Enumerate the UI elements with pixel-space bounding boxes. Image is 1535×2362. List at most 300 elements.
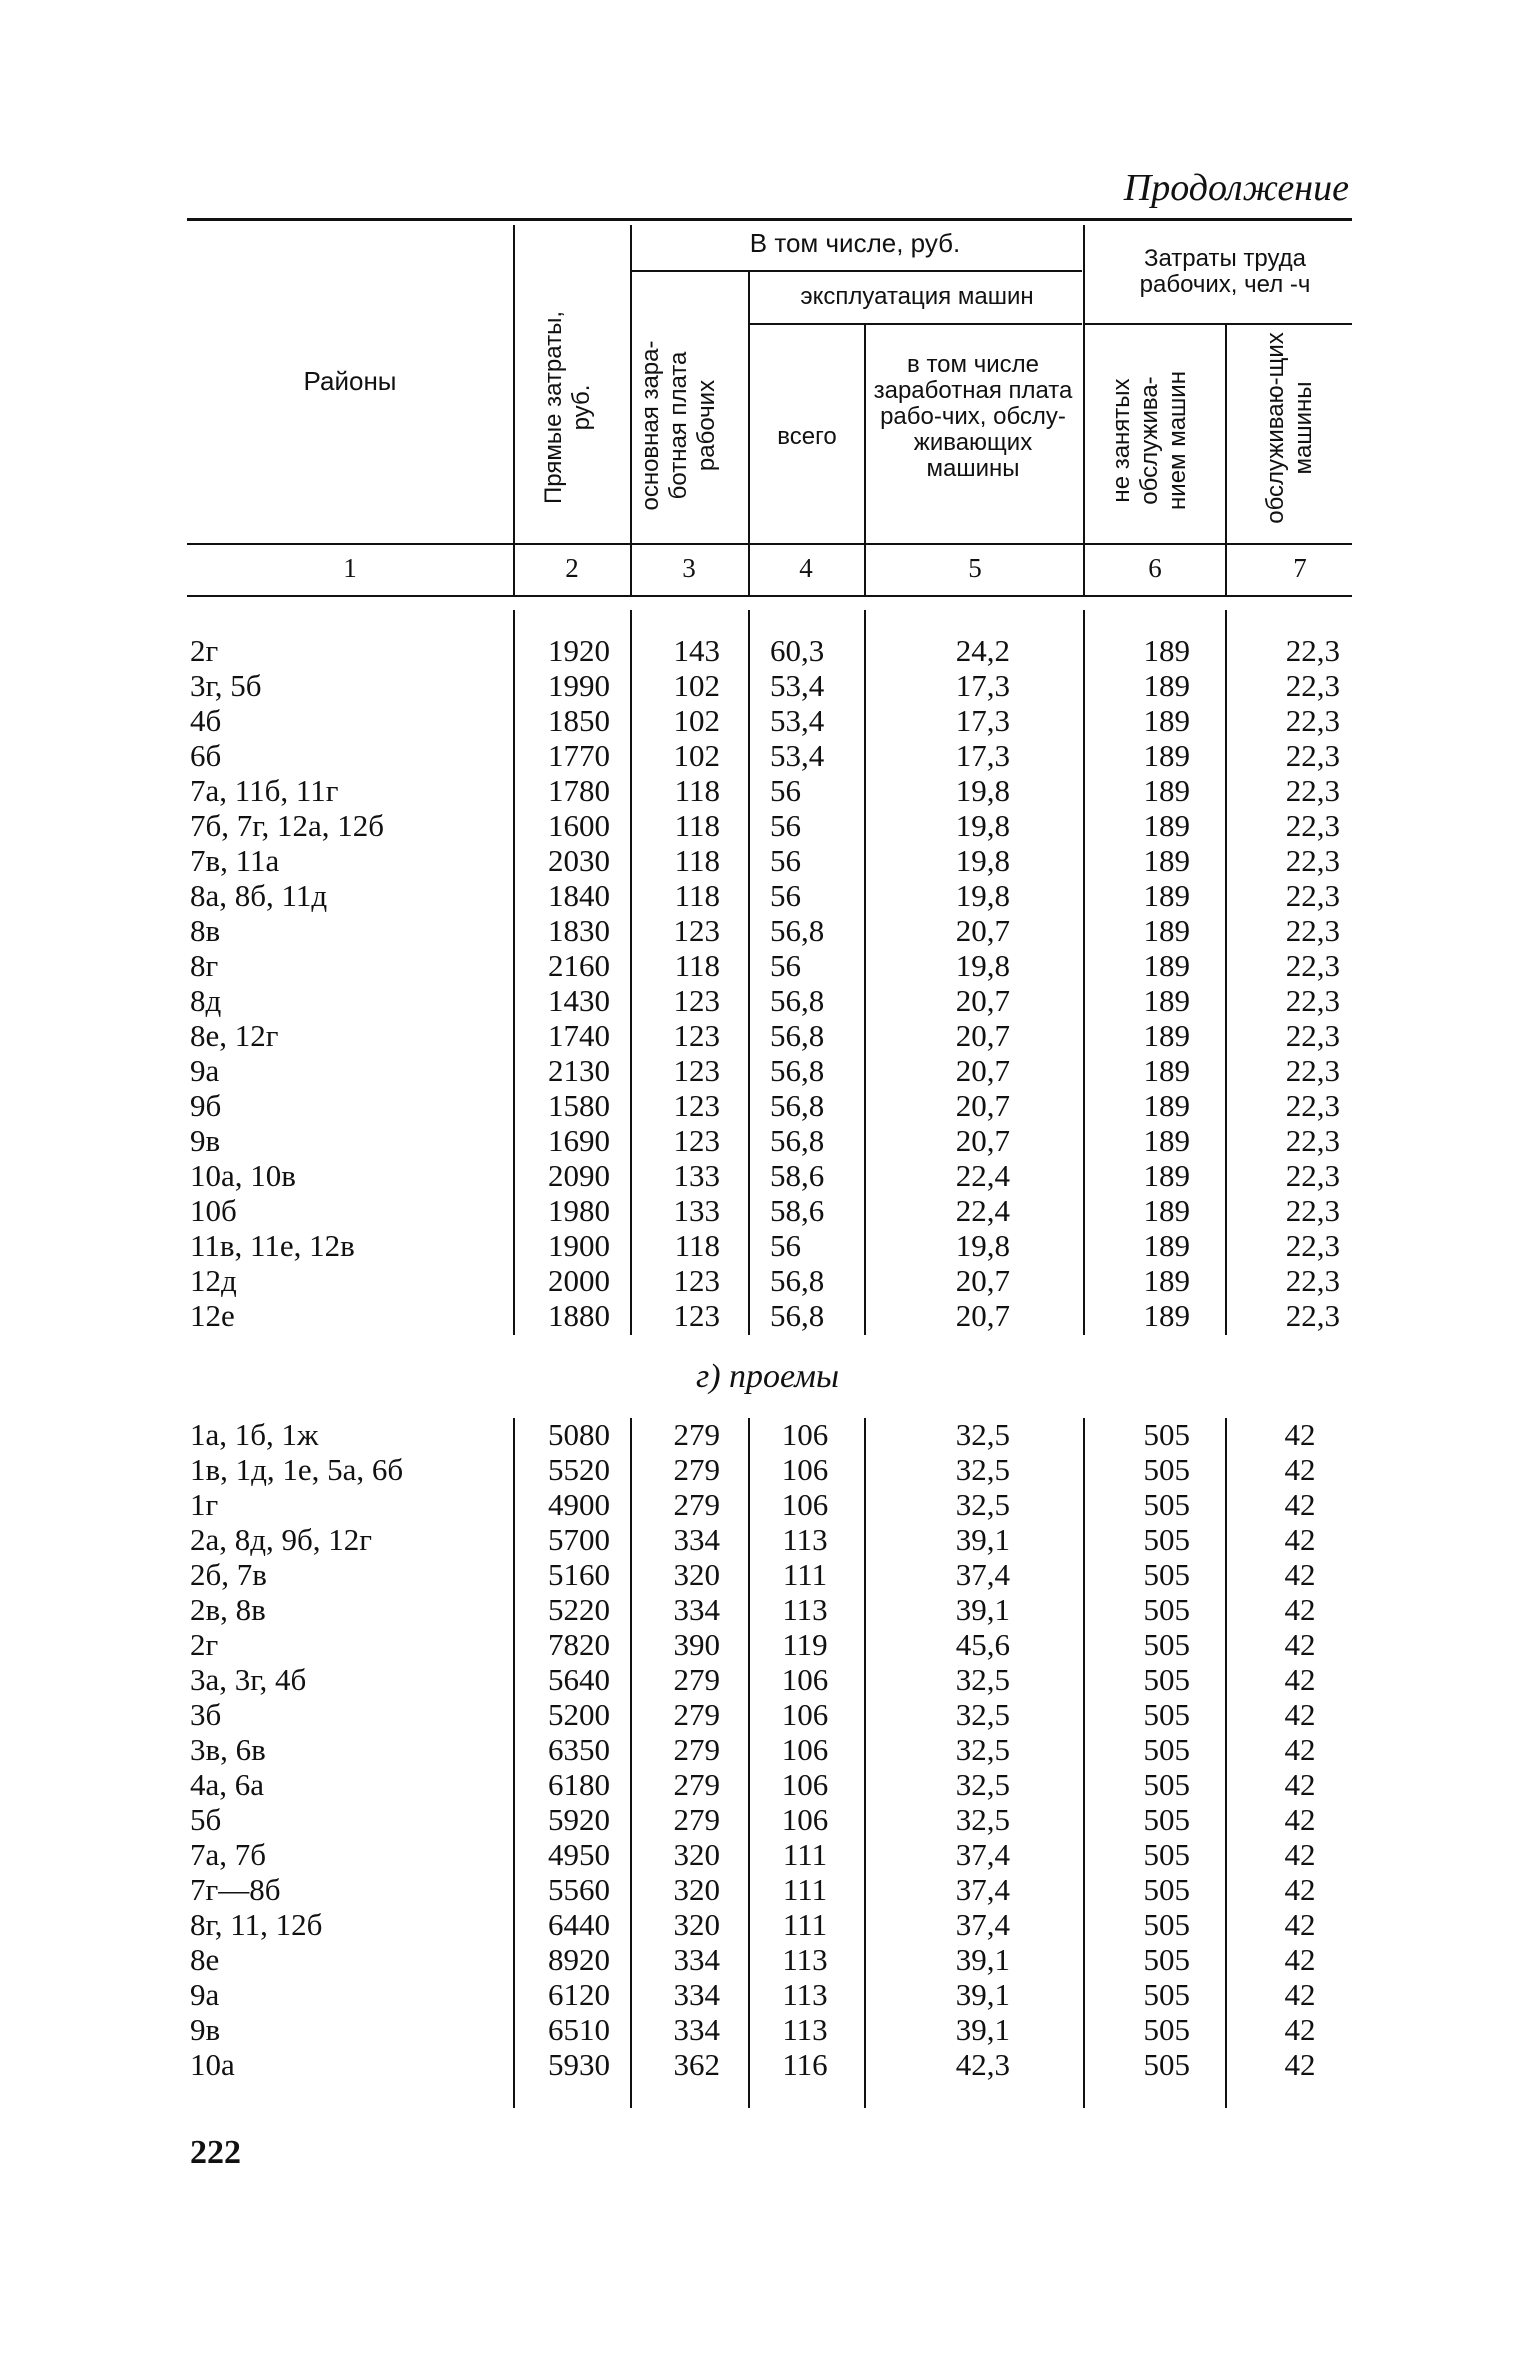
osnovnaya-cell: 123 [673, 1298, 720, 1333]
colnum-2: 2 [565, 553, 579, 583]
ne-zanyatyh-cell: 189 [1143, 633, 1190, 668]
pryamye-cell: 6510 [548, 2012, 610, 2047]
vsego-cell: 56,8 [770, 1123, 825, 1158]
obsluzhivayushchih-cell: 42 [1284, 1907, 1316, 1942]
table-row [0, 1837, 1535, 1872]
ne-zanyatyh-cell: 189 [1143, 1018, 1190, 1053]
header-vline-1 [513, 225, 515, 595]
osnovnaya-cell: 320 [673, 1907, 720, 1942]
ne-zanyatyh-cell: 505 [1143, 2012, 1190, 2047]
ne-zanyatyh-cell: 505 [1143, 1662, 1190, 1697]
pryamye-cell: 8920 [548, 1942, 610, 1977]
obsluzhivayushchih-cell: 22,3 [1285, 983, 1340, 1018]
zarplata-cell: 19,8 [955, 773, 1010, 808]
header-ekspluataciya: эксплуатация машин [800, 283, 1034, 310]
vsego-cell: 119 [782, 1627, 828, 1662]
ne-zanyatyh-cell: 505 [1143, 1627, 1190, 1662]
ne-zanyatyh-cell: 189 [1143, 1123, 1190, 1158]
zarplata-cell: 17,3 [955, 668, 1010, 703]
obsluzhivayushchih-cell: 22,3 [1285, 1298, 1340, 1333]
osnovnaya-cell: 279 [673, 1487, 720, 1522]
table-row [0, 1802, 1535, 1837]
rayon-cell: 9в [190, 2012, 221, 2047]
rayon-cell: 1в, 1д, 1е, 5а, 6б [190, 1452, 404, 1487]
pryamye-cell: 1920 [548, 633, 610, 668]
header-v-tom-chisle-zarplata: в том числе заработная плата рабо-чих, обслу-живающих машины [873, 351, 1073, 482]
obsluzhivayushchih-cell: 22,3 [1285, 1123, 1340, 1158]
table-row [0, 1557, 1535, 1592]
zarplata-cell: 32,5 [955, 1487, 1010, 1522]
rayon-cell: 7б, 7г, 12а, 12б [190, 808, 385, 843]
vsego-cell: 113 [782, 1592, 828, 1627]
osnovnaya-cell: 123 [673, 1088, 720, 1123]
vsego-cell: 56 [770, 843, 801, 878]
ne-zanyatyh-cell: 505 [1143, 1522, 1190, 1557]
osnovnaya-cell: 133 [673, 1158, 720, 1193]
table-row [0, 1522, 1535, 1557]
obsluzhivayushchih-cell: 22,3 [1285, 1193, 1340, 1228]
rayon-cell: 2г [190, 633, 219, 668]
ne-zanyatyh-cell: 189 [1143, 1158, 1190, 1193]
table-row [0, 738, 1535, 773]
rayon-cell: 10а, 10в [190, 1158, 296, 1193]
rayon-cell: 6б [190, 738, 222, 773]
table-row [0, 1977, 1535, 2012]
osnovnaya-cell: 102 [673, 738, 720, 773]
table-row [0, 1487, 1535, 1522]
table-row [0, 913, 1535, 948]
vsego-cell: 106 [781, 1732, 829, 1767]
rayon-cell: 8е [190, 1942, 220, 1977]
obsluzhivayushchih-cell: 22,3 [1285, 1228, 1340, 1263]
vsego-cell: 56,8 [770, 1018, 825, 1053]
ne-zanyatyh-cell: 189 [1143, 773, 1190, 808]
pryamye-cell: 1900 [548, 1228, 610, 1263]
osnovnaya-cell: 279 [673, 1662, 720, 1697]
osnovnaya-cell: 279 [673, 1802, 720, 1837]
ne-zanyatyh-cell: 505 [1143, 1417, 1190, 1452]
zarplata-cell: 20,7 [955, 1263, 1010, 1298]
ne-zanyatyh-cell: 505 [1143, 1907, 1190, 1942]
ne-zanyatyh-cell: 189 [1143, 1298, 1190, 1333]
zarplata-cell: 32,5 [955, 1697, 1010, 1732]
obsluzhivayushchih-cell: 42 [1284, 1942, 1316, 1977]
rayon-cell: 3в, 6в [190, 1732, 266, 1767]
vsego-cell: 53,4 [770, 703, 825, 738]
header-zatraty-truda: Затраты труда рабочих, чел -ч [1139, 245, 1311, 298]
zarplata-cell: 20,7 [955, 1018, 1010, 1053]
zarplata-cell: 17,3 [955, 738, 1010, 773]
table-row [0, 1298, 1535, 1333]
rayon-cell: 12д [190, 1263, 237, 1298]
colnum-5: 5 [968, 553, 982, 583]
pryamye-cell: 1780 [548, 773, 610, 808]
pryamye-cell: 6180 [548, 1767, 610, 1802]
zarplata-cell: 37,4 [955, 1907, 1010, 1942]
vsego-cell: 58,6 [770, 1158, 825, 1193]
zarplata-cell: 32,5 [955, 1452, 1010, 1487]
vsego-cell: 113 [782, 2012, 828, 2047]
vsego-cell: 111 [782, 1907, 828, 1942]
pryamye-cell: 1850 [548, 703, 610, 738]
ne-zanyatyh-cell: 189 [1143, 1193, 1190, 1228]
obsluzhivayushchih-cell: 42 [1284, 1417, 1316, 1452]
osnovnaya-cell: 320 [673, 1837, 720, 1872]
vsego-cell: 53,4 [770, 668, 825, 703]
osnovnaya-cell: 133 [673, 1193, 720, 1228]
vsego-cell: 111 [782, 1872, 828, 1907]
colnum-6: 6 [1148, 553, 1162, 583]
rayon-cell: 7в, 11а [190, 843, 280, 878]
zarplata-cell: 32,5 [955, 1767, 1010, 1802]
pryamye-cell: 4950 [548, 1837, 610, 1872]
ne-zanyatyh-cell: 505 [1143, 1767, 1190, 1802]
pryamye-cell: 5560 [548, 1872, 610, 1907]
header-vsego: всего [777, 423, 837, 450]
pryamye-cell: 1980 [548, 1193, 610, 1228]
vsego-cell: 111 [782, 1837, 828, 1872]
table-row [0, 668, 1535, 703]
rayon-cell: 8е, 12г [190, 1018, 279, 1053]
osnovnaya-cell: 102 [673, 668, 720, 703]
rayon-cell: 1а, 1б, 1ж [190, 1417, 319, 1452]
zarplata-cell: 37,4 [955, 1557, 1010, 1592]
osnovnaya-cell: 123 [673, 983, 720, 1018]
table-row [0, 1907, 1535, 1942]
vsego-cell: 106 [781, 1767, 829, 1802]
rayon-cell: 11в, 11е, 12в [190, 1228, 355, 1263]
ne-zanyatyh-cell: 189 [1143, 843, 1190, 878]
rayon-cell: 2б, 7в [190, 1557, 267, 1592]
pryamye-cell: 5520 [548, 1452, 610, 1487]
ne-zanyatyh-cell: 505 [1143, 1977, 1190, 2012]
pryamye-cell: 6440 [548, 1907, 610, 1942]
table-row [0, 703, 1535, 738]
rayon-cell: 9б [190, 1088, 222, 1123]
header-vline-5 [1083, 225, 1085, 595]
pryamye-cell: 1600 [548, 808, 610, 843]
table-row [0, 1592, 1535, 1627]
vsego-cell: 113 [782, 1977, 828, 2012]
vsego-cell: 56 [770, 1228, 801, 1263]
pryamye-cell: 1840 [548, 878, 610, 913]
ne-zanyatyh-cell: 505 [1143, 2047, 1190, 2082]
osnovnaya-cell: 334 [673, 1522, 720, 1557]
zarplata-cell: 42,3 [955, 2047, 1010, 2082]
continuation-label: Продолжение [1123, 167, 1349, 209]
rayon-cell: 2в, 8в [190, 1592, 266, 1627]
header-ne-zanyatyh: не занятых обслужива-нием машин [1108, 371, 1191, 510]
ne-zanyatyh-cell: 189 [1143, 668, 1190, 703]
vsego-cell: 56,8 [770, 913, 825, 948]
vsego-cell: 56,8 [770, 1088, 825, 1123]
vsego-cell: 113 [782, 1522, 828, 1557]
zarplata-cell: 19,8 [955, 1228, 1010, 1263]
ne-zanyatyh-cell: 189 [1143, 703, 1190, 738]
obsluzhivayushchih-cell: 42 [1284, 1697, 1316, 1732]
obsluzhivayushchih-cell: 22,3 [1285, 773, 1340, 808]
osnovnaya-cell: 123 [673, 1053, 720, 1088]
obsluzhivayushchih-cell: 42 [1284, 1452, 1316, 1487]
zarplata-cell: 22,4 [955, 1158, 1010, 1193]
osnovnaya-cell: 123 [673, 913, 720, 948]
osnovnaya-cell: 279 [673, 1417, 720, 1452]
header-rule-zatraty [1083, 323, 1352, 325]
obsluzhivayushchih-cell: 22,3 [1285, 668, 1340, 703]
vsego-cell: 56 [770, 773, 801, 808]
zarplata-cell: 17,3 [955, 703, 1010, 738]
pryamye-cell: 5640 [548, 1662, 610, 1697]
pryamye-cell: 5080 [548, 1417, 610, 1452]
ne-zanyatyh-cell: 505 [1143, 1487, 1190, 1522]
obsluzhivayushchih-cell: 42 [1284, 1487, 1316, 1522]
ne-zanyatyh-cell: 505 [1143, 1557, 1190, 1592]
ne-zanyatyh-cell: 189 [1143, 878, 1190, 913]
pryamye-cell: 6120 [548, 1977, 610, 2012]
ne-zanyatyh-cell: 189 [1143, 1228, 1190, 1263]
header-osnovnaya: основная зара-ботная плата рабочих [637, 340, 720, 511]
zarplata-cell: 24,2 [955, 633, 1010, 668]
header-rule-v-tom-chisle [630, 270, 1082, 272]
osnovnaya-cell: 118 [674, 808, 720, 843]
table-row [0, 808, 1535, 843]
zarplata-cell: 19,8 [955, 843, 1010, 878]
osnovnaya-cell: 362 [673, 2047, 720, 2082]
osnovnaya-cell: 118 [674, 843, 720, 878]
obsluzhivayushchih-cell: 22,3 [1285, 913, 1340, 948]
zarplata-cell: 19,8 [955, 808, 1010, 843]
osnovnaya-cell: 320 [673, 1872, 720, 1907]
page-number: 222 [190, 2134, 241, 2171]
ne-zanyatyh-cell: 189 [1143, 913, 1190, 948]
vsego-cell: 113 [782, 1942, 828, 1977]
vsego-cell: 56 [770, 878, 801, 913]
vsego-cell: 58,6 [770, 1193, 825, 1228]
ne-zanyatyh-cell: 505 [1143, 1592, 1190, 1627]
header-vline-6 [1225, 325, 1227, 595]
ne-zanyatyh-cell: 189 [1143, 738, 1190, 773]
rayon-cell: 1г [190, 1487, 219, 1522]
rayon-cell: 4б [190, 703, 222, 738]
obsluzhivayushchih-cell: 22,3 [1285, 738, 1340, 773]
osnovnaya-cell: 390 [673, 1627, 720, 1662]
pryamye-cell: 1880 [548, 1298, 610, 1333]
table-row [0, 1732, 1535, 1767]
osnovnaya-cell: 279 [673, 1452, 720, 1487]
pryamye-cell: 5930 [548, 2047, 610, 2082]
pryamye-cell: 1990 [548, 668, 610, 703]
table-row [0, 1088, 1535, 1123]
obsluzhivayushchih-cell: 22,3 [1285, 633, 1340, 668]
table-row [0, 2047, 1535, 2082]
obsluzhivayushchih-cell: 42 [1284, 1872, 1316, 1907]
pryamye-cell: 2090 [548, 1158, 610, 1193]
rayon-cell: 3г, 5б [190, 668, 262, 703]
rayon-cell: 8д [190, 983, 222, 1018]
obsluzhivayushchih-cell: 22,3 [1285, 1088, 1340, 1123]
zarplata-cell: 32,5 [955, 1732, 1010, 1767]
zarplata-cell: 39,1 [955, 1977, 1010, 2012]
column-number-rule [187, 595, 1352, 597]
osnovnaya-cell: 334 [673, 1942, 720, 1977]
pryamye-cell: 5700 [548, 1522, 610, 1557]
zarplata-cell: 37,4 [955, 1872, 1010, 1907]
obsluzhivayushchih-cell: 22,3 [1285, 703, 1340, 738]
table-row [0, 1228, 1535, 1263]
table-row [0, 1662, 1535, 1697]
obsluzhivayushchih-cell: 22,3 [1285, 878, 1340, 913]
ne-zanyatyh-cell: 505 [1143, 1837, 1190, 1872]
pryamye-cell: 1830 [548, 913, 610, 948]
rayon-cell: 10а [190, 2047, 235, 2082]
pryamye-cell: 1770 [548, 738, 610, 773]
zarplata-cell: 19,8 [955, 878, 1010, 913]
header-vline-3 [748, 272, 750, 595]
table-top-rule [187, 218, 1352, 221]
osnovnaya-cell: 123 [673, 1018, 720, 1053]
vsego-cell: 56 [770, 808, 801, 843]
osnovnaya-cell: 118 [674, 948, 720, 983]
ne-zanyatyh-cell: 505 [1143, 1697, 1190, 1732]
obsluzhivayushchih-cell: 42 [1284, 1522, 1316, 1557]
rayon-cell: 8а, 8б, 11д [190, 878, 328, 913]
rayon-cell: 9в [190, 1123, 221, 1158]
zarplata-cell: 39,1 [955, 1592, 1010, 1627]
table-row [0, 773, 1535, 808]
obsluzhivayushchih-cell: 22,3 [1285, 1018, 1340, 1053]
pryamye-cell: 5220 [548, 1592, 610, 1627]
colnum-4: 4 [799, 553, 813, 583]
rayon-cell: 2г [190, 1627, 219, 1662]
header-rayony: Районы [303, 366, 397, 396]
vsego-cell: 106 [781, 1697, 829, 1732]
table-row [0, 878, 1535, 913]
ne-zanyatyh-cell: 189 [1143, 1053, 1190, 1088]
vsego-cell: 56,8 [770, 983, 825, 1018]
pryamye-cell: 1580 [548, 1088, 610, 1123]
obsluzhivayushchih-cell: 42 [1284, 1557, 1316, 1592]
colnum-3: 3 [682, 553, 696, 583]
table-row [0, 1053, 1535, 1088]
ne-zanyatyh-cell: 189 [1143, 948, 1190, 983]
ne-zanyatyh-cell: 505 [1143, 1942, 1190, 1977]
osnovnaya-cell: 320 [673, 1557, 720, 1592]
obsluzhivayushchih-cell: 42 [1284, 1802, 1316, 1837]
obsluzhivayushchih-cell: 42 [1284, 1732, 1316, 1767]
pryamye-cell: 1690 [548, 1123, 610, 1158]
table-row [0, 1872, 1535, 1907]
zarplata-cell: 20,7 [955, 1123, 1010, 1158]
zarplata-cell: 39,1 [955, 1942, 1010, 1977]
ne-zanyatyh-cell: 189 [1143, 808, 1190, 843]
table-row [0, 1767, 1535, 1802]
ne-zanyatyh-cell: 505 [1143, 1802, 1190, 1837]
table-row [0, 1942, 1535, 1977]
vsego-cell: 106 [781, 1417, 829, 1452]
osnovnaya-cell: 118 [674, 878, 720, 913]
zarplata-cell: 20,7 [955, 1053, 1010, 1088]
table-row [0, 948, 1535, 983]
vsego-cell: 116 [782, 2047, 828, 2082]
table-row [0, 1697, 1535, 1732]
ne-zanyatyh-cell: 505 [1143, 1872, 1190, 1907]
obsluzhivayushchih-cell: 42 [1284, 1592, 1316, 1627]
rayon-cell: 7а, 7б [190, 1837, 267, 1872]
pryamye-cell: 2030 [548, 843, 610, 878]
zarplata-cell: 20,7 [955, 1298, 1010, 1333]
rayon-cell: 3б [190, 1697, 222, 1732]
header-bottom-rule [187, 543, 1352, 545]
osnovnaya-cell: 279 [673, 1697, 720, 1732]
table-row [0, 1123, 1535, 1158]
obsluzhivayushchih-cell: 42 [1284, 1837, 1316, 1872]
osnovnaya-cell: 102 [673, 703, 720, 738]
pryamye-cell: 1430 [548, 983, 610, 1018]
obsluzhivayushchih-cell: 22,3 [1285, 1263, 1340, 1298]
osnovnaya-cell: 118 [674, 773, 720, 808]
pryamye-cell: 6350 [548, 1732, 610, 1767]
colnum-1: 1 [343, 553, 357, 583]
obsluzhivayushchih-cell: 42 [1284, 1662, 1316, 1697]
zarplata-cell: 45,6 [955, 1627, 1010, 1662]
vsego-cell: 106 [781, 1487, 829, 1522]
rayon-cell: 12е [190, 1298, 235, 1333]
rayon-cell: 10б [190, 1193, 237, 1228]
vsego-cell: 56 [770, 948, 801, 983]
table-row [0, 1417, 1535, 1452]
table-row [0, 1018, 1535, 1053]
table-row [0, 983, 1535, 1018]
obsluzhivayushchih-cell: 42 [1284, 1977, 1316, 2012]
vsego-cell: 106 [781, 1452, 829, 1487]
vsego-cell: 111 [782, 1557, 828, 1592]
vsego-cell: 56,8 [770, 1053, 825, 1088]
obsluzhivayushchih-cell: 22,3 [1285, 948, 1340, 983]
zarplata-cell: 37,4 [955, 1837, 1010, 1872]
osnovnaya-cell: 143 [673, 633, 720, 668]
ne-zanyatyh-cell: 189 [1143, 1088, 1190, 1123]
pryamye-cell: 4900 [548, 1487, 610, 1522]
pryamye-cell: 2000 [548, 1263, 610, 1298]
zarplata-cell: 19,8 [955, 948, 1010, 983]
zarplata-cell: 32,5 [955, 1802, 1010, 1837]
osnovnaya-cell: 123 [673, 1263, 720, 1298]
rayon-cell: 5б [190, 1802, 222, 1837]
pryamye-cell: 5920 [548, 1802, 610, 1837]
pryamye-cell: 2160 [548, 948, 610, 983]
vsego-cell: 106 [781, 1802, 829, 1837]
rayon-cell: 8в [190, 913, 221, 948]
obsluzhivayushchih-cell: 42 [1284, 1627, 1316, 1662]
colnum-7: 7 [1293, 553, 1307, 583]
rayon-cell: 9а [190, 1053, 220, 1088]
obsluzhivayushchih-cell: 22,3 [1285, 1053, 1340, 1088]
pryamye-cell: 7820 [548, 1627, 610, 1662]
header-pryamye: Прямые затраты, руб. [540, 311, 595, 504]
pryamye-cell: 1740 [548, 1018, 610, 1053]
obsluzhivayushchih-cell: 22,3 [1285, 808, 1340, 843]
obsluzhivayushchih-cell: 22,3 [1285, 1158, 1340, 1193]
table-row [0, 633, 1535, 668]
table-row [0, 1627, 1535, 1662]
table-row [0, 2012, 1535, 2047]
osnovnaya-cell: 334 [673, 1977, 720, 2012]
table-row [0, 1452, 1535, 1487]
table-row [0, 1158, 1535, 1193]
header-v-tom-chisle: В том числе, руб. [749, 228, 961, 258]
obsluzhivayushchih-cell: 42 [1284, 1767, 1316, 1802]
vsego-cell: 106 [781, 1662, 829, 1697]
